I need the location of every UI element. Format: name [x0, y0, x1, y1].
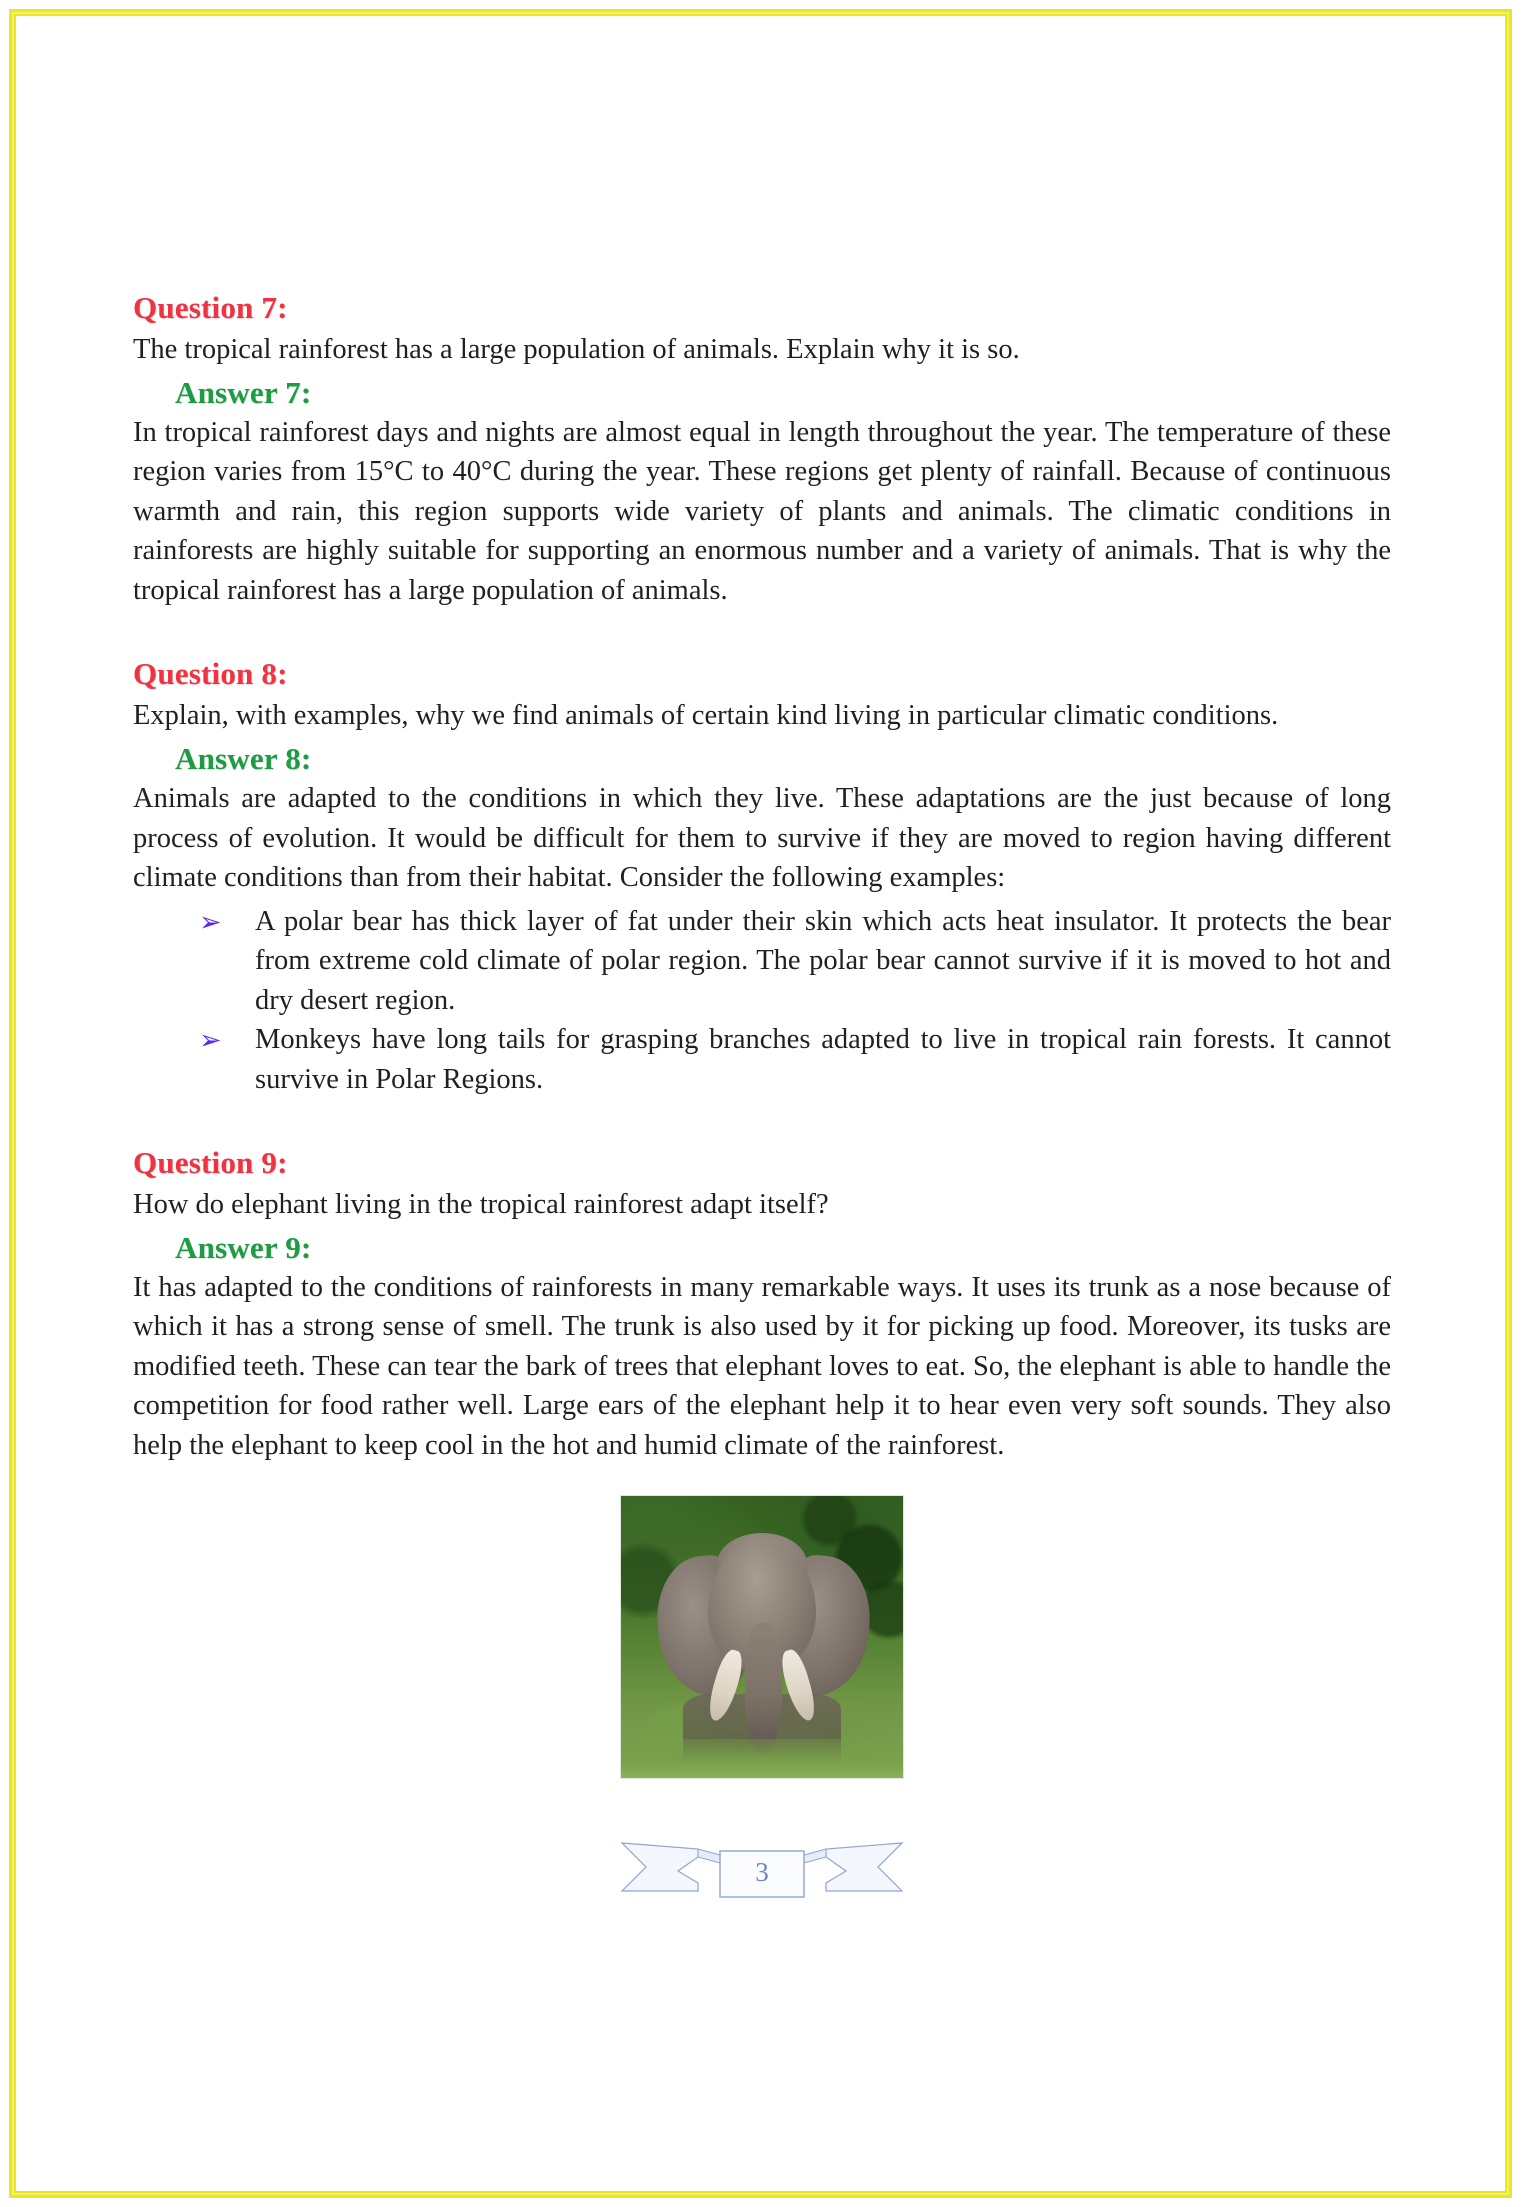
elephant-trunk: [745, 1623, 782, 1753]
list-item: [199, 902, 1391, 1021]
qa-section-7: [133, 290, 1391, 610]
figure-container: [133, 1495, 1391, 1779]
spacer: [133, 1099, 1391, 1145]
elephant-photo: [620, 1495, 904, 1779]
grass-foreground: [621, 1739, 903, 1778]
page-number-container: [133, 1821, 1391, 1899]
list-item: [199, 1020, 1391, 1099]
arrow-bullet-icon: ➢: [199, 906, 222, 938]
list-item-text: A polar bear has thick layer of fat under their skin which acts heat insulator. It protects the bear from extreme cold climate of polar region. The polar bear cannot survive if it is moved to hot and dry desert region.: [255, 905, 1391, 1016]
question-7-heading: Question 7:: [133, 290, 288, 325]
answer-8-text: Animals are adapted to the conditions in which they live. These adaptations are the just because of long process of evolution. It would be difficult for them to survive if they are moved to region having different climate conditions than from their habitat. Consider the following examples:: [133, 783, 1391, 894]
answer-7-heading: Answer 7:: [175, 375, 312, 411]
answer-8-examples-list: [133, 902, 1391, 1100]
question-7-text: The tropical rainforest has a large population of animals. Explain why it is so.: [133, 333, 1020, 365]
page-number-ribbon: [620, 1821, 904, 1899]
answer-7-text: In tropical rainforest days and nights are almost equal in length throughout the year. The temperature of these region varies from 15°C to 40°C during the year. These regions get plenty of rainfall. Because of continuous warmth and rain, this region supports wide variety of plants and animals. The climatic conditions in rainforests are highly suitable for supporting an enormous number and a variety of animals. That is why the tropical rainforest has a large population of animals.: [133, 416, 1391, 606]
spacer: [133, 610, 1391, 656]
qa-section-9: [133, 1145, 1391, 1465]
page-number: 3: [755, 1857, 769, 1888]
question-8-heading: Question 8:: [133, 656, 288, 692]
page-content: [133, 290, 1391, 1899]
arrow-bullet-icon: ➢: [199, 1025, 222, 1057]
question-8-text: Explain, with examples, why we find animals of certain kind living in particular climatic conditions.: [133, 699, 1279, 731]
question-9-text: How do elephant living in the tropical rainforest adapt itself?: [133, 1188, 829, 1220]
list-item-text: Monkeys have long tails for grasping branches adapted to live in tropical rain forests. It cannot survive in Polar Regions.: [255, 1024, 1391, 1095]
question-9-heading: Question 9:: [133, 1145, 288, 1181]
answer-9-heading: Answer 9:: [175, 1230, 312, 1266]
qa-section-8: [133, 656, 1391, 1099]
answer-8-heading: Answer 8:: [175, 741, 312, 777]
answer-9-text: It has adapted to the conditions of rainforests in many remarkable ways. It uses its trunk as a nose because of which it has a strong sense of smell. The trunk is also used by it for picking up food. Moreover, its tusks are modified teeth. These can tear the bark of trees that elephant loves to eat. So, the elephant is able to handle the competition for food rather well. Large ears of the elephant help it to hear even very soft sounds. They also help the elephant to keep cool in the hot and humid climate of the rainforest.: [133, 1271, 1391, 1461]
